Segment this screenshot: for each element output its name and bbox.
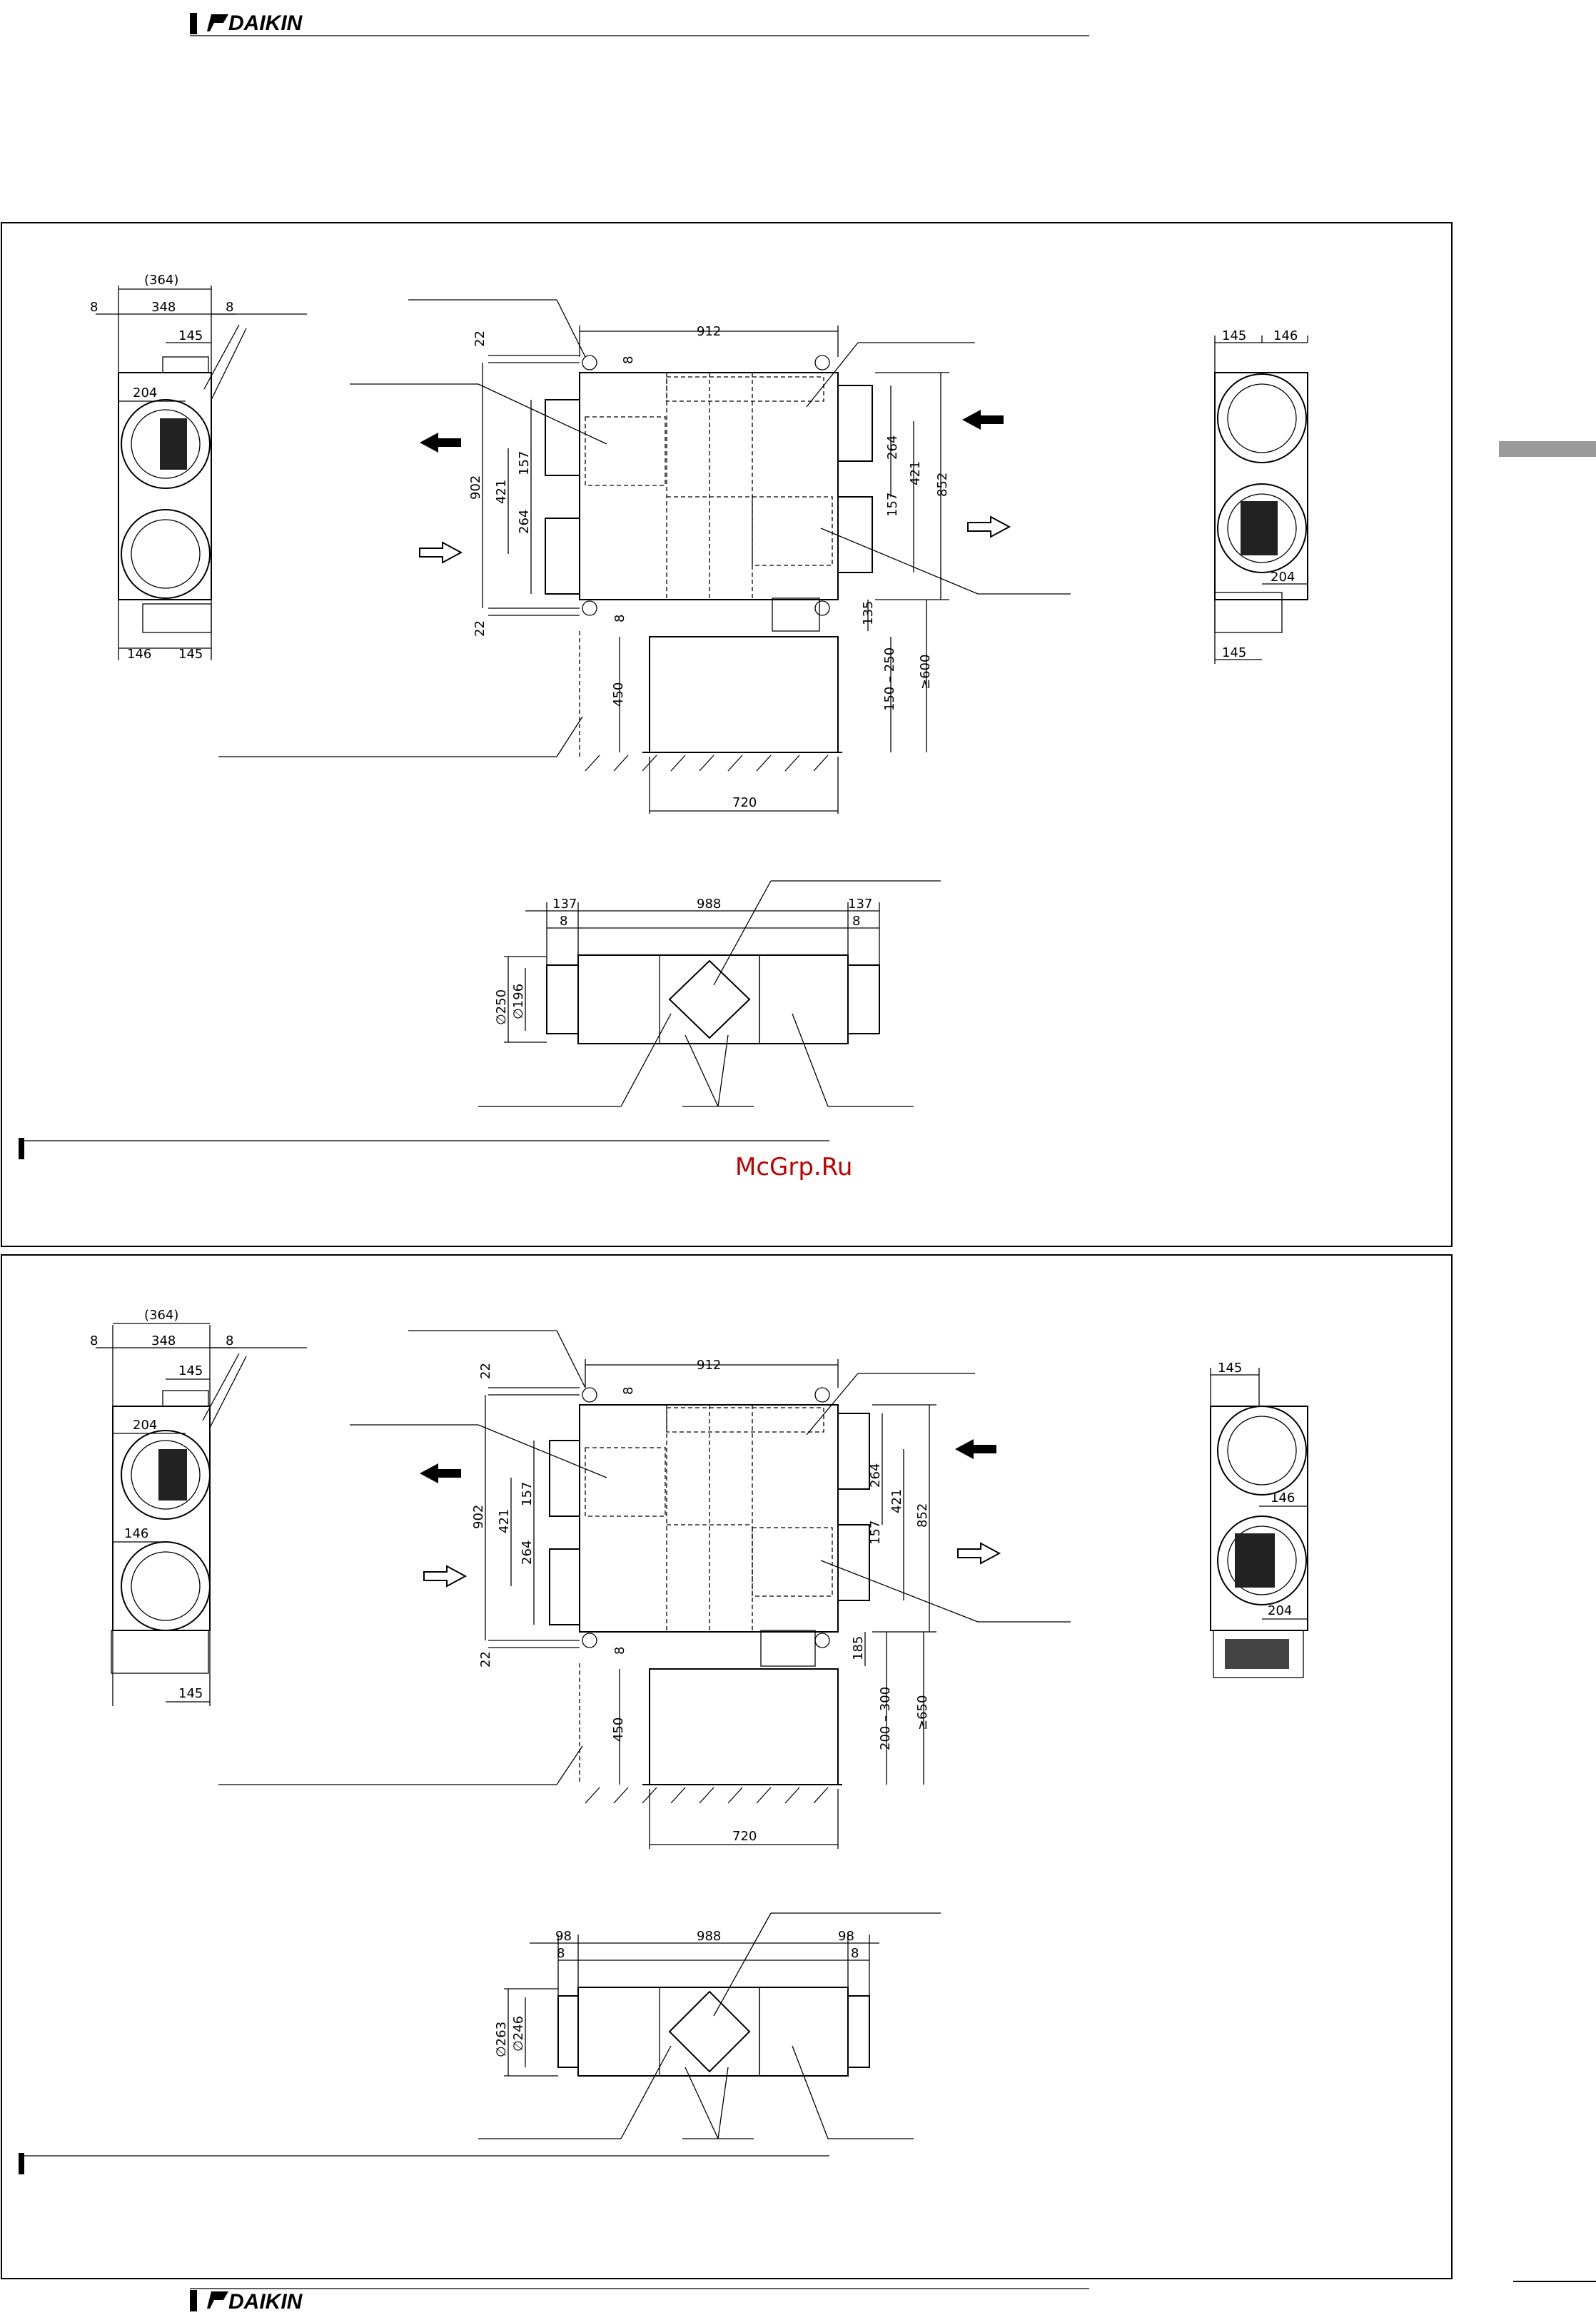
dim-p2-902: 902 bbox=[471, 1504, 486, 1529]
dim-p1-22t: 22 bbox=[473, 331, 488, 347]
p1-top-view bbox=[478, 881, 941, 1106]
daikin-logo-icon bbox=[207, 14, 228, 31]
dim-p1-204: 204 bbox=[133, 385, 158, 400]
dim-p2-264r: 264 bbox=[868, 1463, 883, 1488]
dim-p2-852: 852 bbox=[915, 1503, 930, 1528]
dim-p2-912: 912 bbox=[697, 1358, 722, 1373]
dim-p1-8a: 8 bbox=[90, 300, 99, 315]
dim-p1-r204: 204 bbox=[1271, 570, 1296, 585]
dim-p1-8b: 8 bbox=[612, 614, 627, 622]
footer bbox=[190, 2289, 1089, 2314]
dim-p2-8l: 8 bbox=[557, 1946, 565, 1961]
dim-p1-450: 450 bbox=[611, 682, 626, 707]
dim-p2-421l: 421 bbox=[497, 1508, 512, 1533]
footer-mark bbox=[190, 2290, 197, 2311]
dim-p2-145b: 145 bbox=[178, 1686, 203, 1701]
dim-p2-r146: 146 bbox=[1271, 1491, 1296, 1505]
dim-p1-8r: 8 bbox=[852, 914, 861, 929]
dim-p2-dia246: ∅246 bbox=[511, 2015, 526, 2052]
dim-p2-8t: 8 bbox=[621, 1386, 636, 1395]
dim-p1-852: 852 bbox=[935, 472, 950, 497]
p2-front-view bbox=[218, 1331, 1071, 1849]
dim-p2-185: 185 bbox=[851, 1635, 866, 1660]
dim-p1-157l: 157 bbox=[517, 450, 532, 475]
dim-p2-98l: 98 bbox=[555, 1929, 572, 1944]
p1-side-view-right bbox=[1215, 336, 1308, 664]
p1-exhaust-arrow-icon bbox=[420, 433, 461, 453]
p2-side-view-left bbox=[96, 1323, 307, 1706]
p1-supply-air-arrow-icon bbox=[968, 517, 1009, 537]
dim-p1-137r: 137 bbox=[848, 897, 873, 912]
p2-outdoor-air-arrow-icon bbox=[955, 1439, 996, 1459]
section-tab bbox=[1499, 441, 1596, 457]
p2-intake-arrow-icon bbox=[424, 1566, 465, 1586]
dim-p2-22b: 22 bbox=[478, 1651, 493, 1668]
dim-p1-912: 912 bbox=[697, 324, 722, 339]
dim-p1-421r: 421 bbox=[908, 460, 923, 485]
dim-p1-150-250: 150 – 250 bbox=[882, 647, 897, 711]
dim-p2-157l: 157 bbox=[520, 1481, 535, 1506]
dim-p1-720: 720 bbox=[732, 795, 757, 810]
dim-p2-157r: 157 bbox=[868, 1520, 883, 1545]
dim-p2-145t: 145 bbox=[178, 1363, 203, 1378]
p2-side-view-right bbox=[1211, 1368, 1308, 1678]
dim-p2-364: (364) bbox=[144, 1308, 179, 1323]
dim-p1-22b: 22 bbox=[473, 620, 488, 637]
daikin-logo-icon bbox=[207, 2291, 228, 2309]
dim-p2-450: 450 bbox=[611, 1717, 626, 1742]
dim-p2-dia263: ∅263 bbox=[494, 2021, 509, 2057]
dim-p2-22t: 22 bbox=[478, 1363, 493, 1379]
p1-front-view bbox=[218, 300, 1071, 814]
dim-p1-421l: 421 bbox=[494, 479, 509, 504]
dim-p1-264l: 264 bbox=[517, 509, 532, 534]
p2-exhaust-arrow-icon bbox=[420, 1463, 461, 1483]
footer-brand: DAIKIN bbox=[228, 2290, 303, 2314]
dim-p1-137l: 137 bbox=[552, 897, 577, 912]
dim-p2-8b: 8 bbox=[612, 1646, 627, 1655]
dim-p1-135: 135 bbox=[861, 600, 876, 625]
dim-p2-146: 146 bbox=[124, 1526, 149, 1541]
dim-p2-r145: 145 bbox=[1218, 1361, 1243, 1376]
dim-p1-r145b: 145 bbox=[1222, 645, 1247, 660]
dim-p2-r204: 204 bbox=[1268, 1603, 1293, 1618]
dim-p1-264r: 264 bbox=[885, 435, 900, 460]
dim-p1-146b: 146 bbox=[127, 647, 152, 662]
dim-p2-348: 348 bbox=[151, 1333, 176, 1348]
dim-p2-421r: 421 bbox=[889, 1488, 904, 1513]
dim-p2-204: 204 bbox=[133, 1418, 158, 1433]
header bbox=[190, 11, 1089, 36]
p1-intake-arrow-icon bbox=[420, 543, 461, 563]
dim-p1-988: 988 bbox=[697, 897, 722, 912]
dim-p1-902: 902 bbox=[468, 475, 483, 500]
watermark: McGrp.Ru bbox=[735, 1153, 853, 1181]
dim-p1-8l: 8 bbox=[560, 914, 568, 929]
dim-p2-650: ≥650 bbox=[915, 1695, 930, 1730]
dim-p1-145b: 145 bbox=[178, 647, 203, 662]
p2-top-view bbox=[478, 1913, 941, 2139]
dim-p1-364: (364) bbox=[144, 273, 179, 288]
dim-p1-8t: 8 bbox=[621, 355, 636, 364]
header-brand: DAIKIN bbox=[228, 11, 303, 35]
dim-p2-264l: 264 bbox=[520, 1540, 535, 1565]
dim-p2-720: 720 bbox=[732, 1829, 757, 1844]
dim-p2-988: 988 bbox=[697, 1929, 722, 1944]
dim-p2-8r: 8 bbox=[851, 1946, 859, 1961]
dim-p2-200-300: 200 – 300 bbox=[878, 1686, 893, 1750]
panel-1 bbox=[1, 223, 1452, 1246]
dim-p1-600: ≥600 bbox=[918, 654, 933, 690]
header-mark bbox=[190, 13, 197, 34]
p1-outdoor-air-arrow-icon bbox=[962, 410, 1004, 430]
dim-p2-98r: 98 bbox=[838, 1929, 854, 1944]
dim-p1-dia250: ∅250 bbox=[494, 989, 509, 1025]
dim-p1-8b: 8 bbox=[226, 300, 234, 315]
dim-p1-348: 348 bbox=[151, 300, 176, 315]
dim-p1-145t: 145 bbox=[178, 328, 203, 343]
dim-p1-dia196: ∅196 bbox=[511, 983, 526, 1019]
dim-p1-r146: 146 bbox=[1273, 328, 1298, 343]
dim-p1-r145: 145 bbox=[1222, 328, 1247, 343]
p2-supply-air-arrow-icon bbox=[958, 1543, 999, 1563]
dim-p2-8a: 8 bbox=[90, 1333, 99, 1348]
dim-p1-157r: 157 bbox=[885, 492, 900, 517]
panel-2 bbox=[1, 1255, 1452, 2279]
dim-p2-8b: 8 bbox=[226, 1333, 234, 1348]
